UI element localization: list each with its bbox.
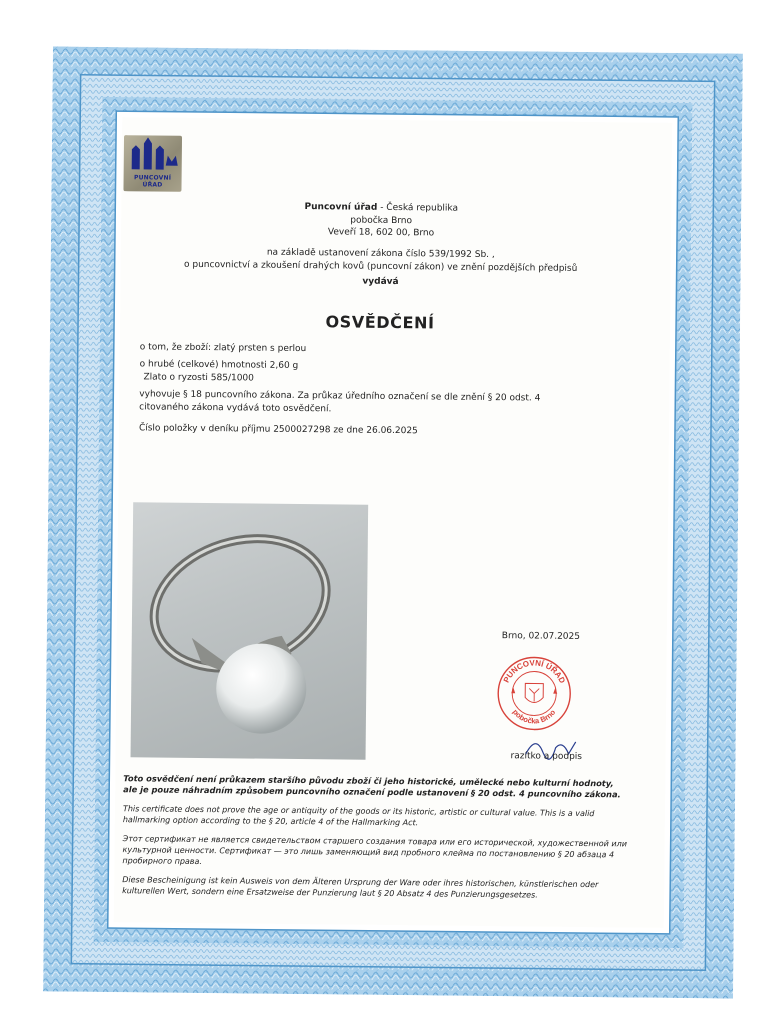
certificate-sheet bbox=[43, 46, 743, 998]
stamp-caption: razítko a podpis bbox=[510, 751, 583, 762]
puncovni-urad-logo-icon bbox=[123, 135, 182, 192]
official-stamp-icon bbox=[494, 653, 575, 734]
disclaimer-ru: Этот сертификат не является свидетельством старшего создания товара или его исторической, художественной или культурной ценности. Сертификат — это лишь заменяющий вид пробного клейма по постановлению § 20 абзаца 4 пробирного права. bbox=[122, 834, 628, 867]
disclaimer-de: Diese Bescheinigung ist kein Ausweis von dem Älteren Ursprung der Ware oder ihres historischen, künstlerischen oder kulturellen Wert, sondern eine Ersatzweise der Punzierung laut § 20 Absatz 4 des Punzierungsgesetzes. bbox=[122, 875, 599, 900]
ring-photo bbox=[131, 502, 369, 759]
record-line: Číslo položky v deníku příjmu 2500027298 ze dne 26.06.2025 bbox=[138, 423, 418, 437]
certificate-content bbox=[114, 117, 672, 928]
stamp-top-text: PUNCOVNÍ ÚŘAD bbox=[501, 658, 567, 685]
fineness-line: Zlato o ryzosti 585/1000 bbox=[143, 372, 254, 384]
svg-text:pobočka Brno bbox=[511, 707, 558, 726]
issuer-name-rest: - Česká republika bbox=[377, 202, 459, 214]
legal-basis-line1: na základě ustanovení zákona číslo 539/1992 Sb. , bbox=[266, 247, 495, 261]
pearl-ring-image bbox=[131, 502, 369, 759]
issuer-block bbox=[121, 199, 641, 242]
goods-line: o tom, že zboží: zlatý prsten s perlou bbox=[139, 342, 307, 355]
legal-basis-line2: o puncovnictví a zkoušení drahých kovů (puncovní zákon) ve znění pozdějších předpisů bbox=[183, 259, 578, 274]
issuer-name-bold: Puncovní úřad bbox=[304, 202, 378, 213]
stamp-bottom-text: pobočka Brno bbox=[510, 707, 558, 726]
legal-basis bbox=[120, 245, 640, 291]
issuer-branch: pobočka Brno bbox=[350, 215, 413, 226]
issues-label: vydává bbox=[362, 276, 399, 288]
issuer-address: Veveří 18, 602 00, Brno bbox=[327, 227, 435, 239]
page-title: OSVĚDČENÍ bbox=[325, 312, 435, 333]
compliance-text: vyhovuje § 18 puncovního zákona. Za průkaz úředního označení se dle znění § 20 odst. 4 citovaného zákona vydává toto osvědčení. bbox=[139, 389, 541, 414]
disclaimer-cz: Toto osvědčení není průkazem staršího původu zboží či jeho historické, umělecké nebo kulturní hodnoty, ale je pouze náhradním způsobem puncovního označení podle ustanovení § 20 odst. 4 puncovního zákona. bbox=[123, 773, 621, 800]
crown-tower-icon bbox=[124, 135, 182, 176]
disclaimer-en: This certificate does not prove the age or antiquity of the goods or its historic, artistic or cultural value. This is a valid hallmarking option according to the § 20, article 4 of the Hallmarking Act. bbox=[122, 804, 595, 828]
logo-text: PUNCOVNÍ ÚŘAD bbox=[133, 174, 172, 189]
signature-icon bbox=[520, 729, 580, 770]
weight-line: o hrubé (celkové) hmotnosti 2,60 g bbox=[139, 359, 299, 371]
date-place: Brno, 02.07.2025 bbox=[501, 631, 581, 642]
